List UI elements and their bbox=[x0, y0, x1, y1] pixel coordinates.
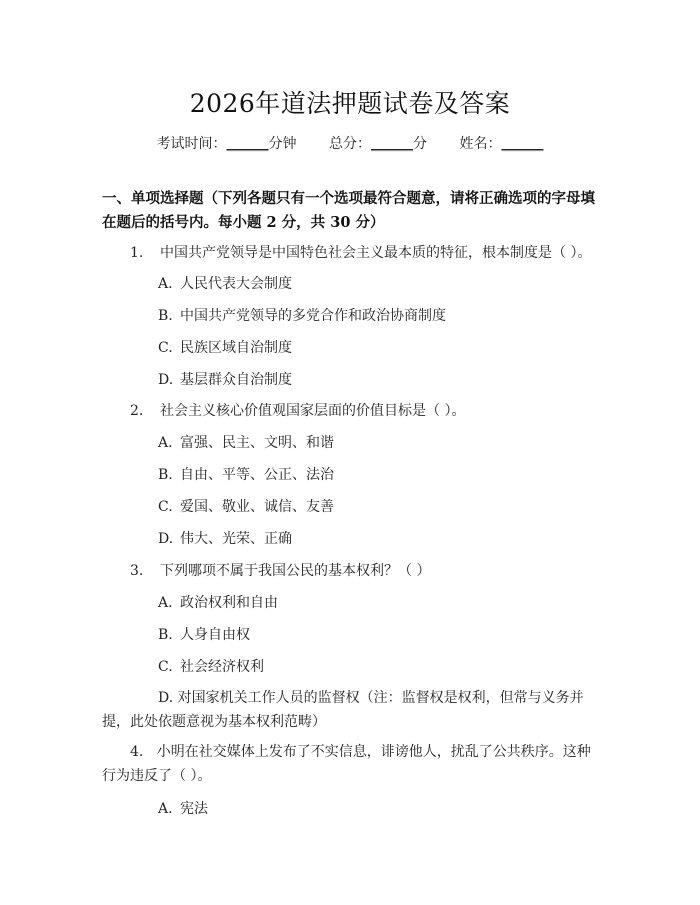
question-text: 社会主义核心价值观国家层面的价值目标是（ ）。 bbox=[160, 403, 466, 419]
option-3c bbox=[158, 655, 598, 679]
option-letter: C. bbox=[158, 659, 173, 675]
option-1b bbox=[158, 304, 598, 328]
section-heading-single-choice: 一、单项选择题（下列各题只有一个选项最符合题意，请将正确选项的字母填在题后的括号内。每小题 2 分，共 30 分） bbox=[102, 190, 595, 231]
option-text: 对国家机关工作人员的监督权（注：监督权是权利，但常与义务并提，此处依题意视为基本权利范畴） bbox=[102, 690, 584, 730]
student-name-field bbox=[459, 136, 543, 152]
student-name-blank: ______ bbox=[501, 136, 544, 152]
option-text: 富强、民主、文明、和谐 bbox=[180, 435, 334, 451]
question-text: 下列哪项不属于我国公民的基本权利？（ ） bbox=[160, 563, 431, 579]
option-2b bbox=[158, 463, 598, 487]
exam-time-field bbox=[157, 136, 297, 152]
option-2c bbox=[158, 495, 598, 519]
exam-time-unit: 分钟 bbox=[268, 136, 297, 152]
exam-time-label: 考试时间： bbox=[156, 136, 227, 152]
option-text: 民族区域自治制度 bbox=[180, 340, 292, 356]
question-1 bbox=[102, 241, 602, 265]
option-3a bbox=[158, 591, 598, 615]
option-1c bbox=[158, 336, 598, 360]
question-text: 小明在社交媒体上发布了不实信息，诽谤他人，扰乱了公共秩序。这种行为违反了（ ）。 bbox=[102, 744, 591, 784]
exam-time-blank: ______ bbox=[226, 136, 269, 152]
option-1d bbox=[158, 368, 598, 392]
question-3 bbox=[102, 559, 602, 583]
question-number: 2. bbox=[130, 403, 144, 419]
total-score-blank: ______ bbox=[371, 136, 413, 152]
option-3b bbox=[158, 623, 598, 647]
option-4a bbox=[158, 797, 598, 821]
option-letter: A. bbox=[158, 435, 173, 451]
option-text: 社会经济权利 bbox=[180, 659, 264, 675]
option-2a bbox=[158, 431, 598, 455]
option-2d bbox=[158, 527, 598, 551]
option-letter: D. bbox=[158, 372, 174, 388]
option-text: 人民代表大会制度 bbox=[180, 276, 292, 292]
option-letter: D. bbox=[158, 690, 174, 706]
option-text: 人身自由权 bbox=[180, 627, 250, 643]
question-number: 3. bbox=[130, 563, 144, 579]
question-text: 中国共产党领导是中国特色社会主义最本质的特征，根本制度是（ ）。 bbox=[160, 245, 592, 261]
option-text: 伟大、光荣、正确 bbox=[180, 531, 292, 547]
total-score-unit: 分 bbox=[413, 136, 427, 152]
option-letter: A. bbox=[158, 595, 173, 611]
option-letter: B. bbox=[158, 467, 173, 483]
option-letter: C. bbox=[158, 340, 173, 356]
total-score-field bbox=[329, 136, 427, 152]
option-letter: A. bbox=[158, 801, 173, 817]
option-letter: D. bbox=[158, 531, 174, 547]
question-number: 4. bbox=[130, 744, 144, 760]
option-text: 基层群众自治制度 bbox=[180, 372, 292, 388]
option-3d bbox=[102, 686, 602, 734]
question-4 bbox=[102, 740, 602, 788]
option-text: 爱国、敬业、诚信、友善 bbox=[180, 499, 334, 515]
total-score-label: 总分： bbox=[329, 136, 371, 152]
student-name-label: 姓名： bbox=[459, 136, 502, 152]
option-1a bbox=[158, 272, 598, 296]
option-letter: C. bbox=[158, 499, 173, 515]
document-title: 2026年道法押题试卷及答案 bbox=[189, 89, 511, 118]
question-2 bbox=[102, 399, 602, 423]
question-number: 1. bbox=[130, 245, 144, 261]
option-letter: A. bbox=[158, 276, 173, 292]
option-text: 政治权利和自由 bbox=[180, 595, 278, 611]
option-letter: B. bbox=[158, 308, 173, 324]
exam-info-line bbox=[0, 133, 700, 153]
option-text: 宪法 bbox=[180, 801, 208, 817]
option-letter: B. bbox=[158, 627, 173, 643]
option-text: 自由、平等、公正、法治 bbox=[180, 467, 334, 483]
option-text: 中国共产党领导的多党合作和政治协商制度 bbox=[180, 308, 446, 324]
